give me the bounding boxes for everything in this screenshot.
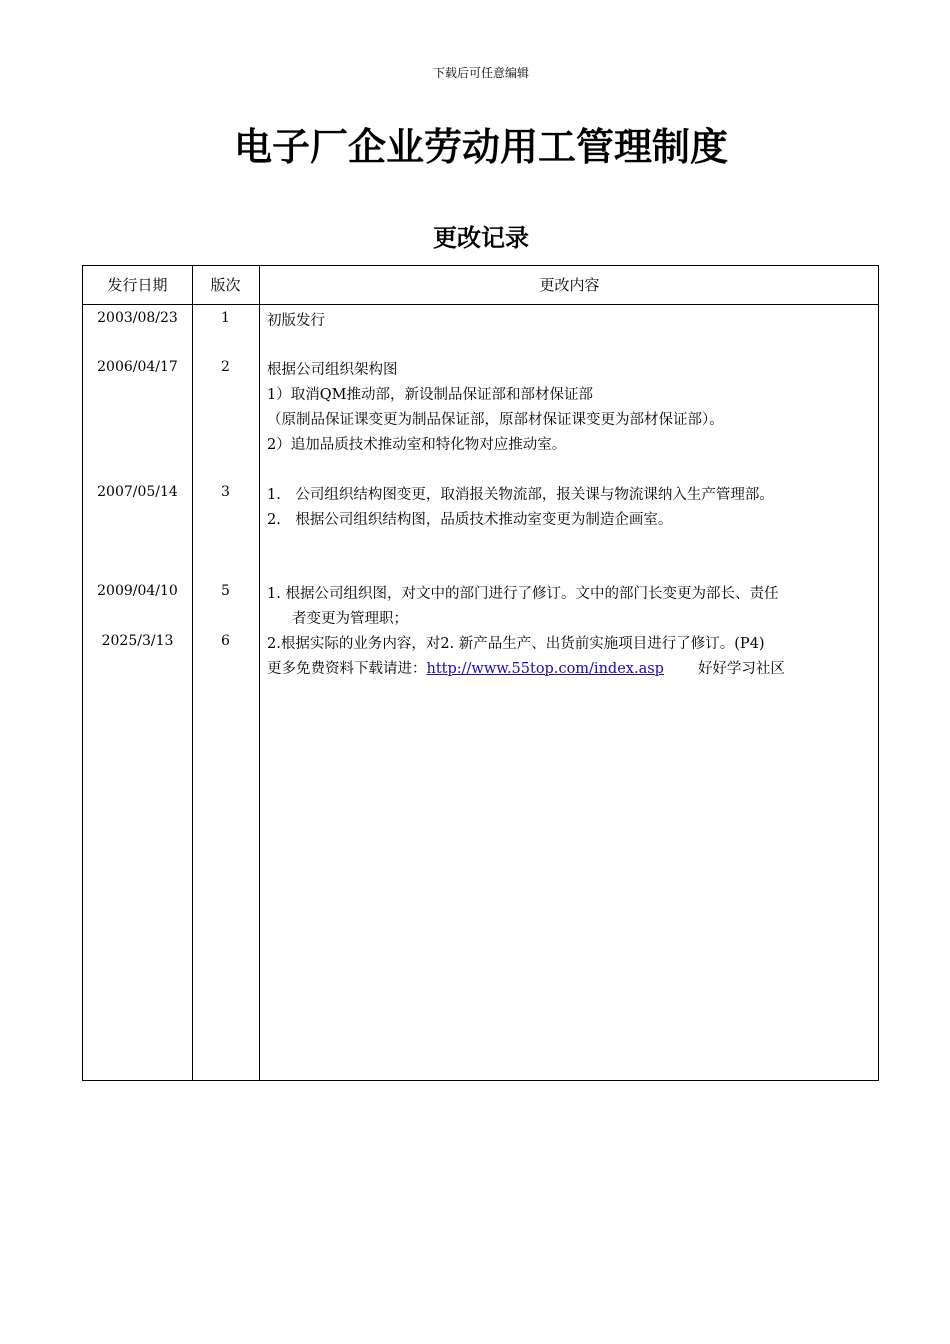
header-version: 版次 bbox=[210, 276, 241, 294]
community-name: 好好学习社区 bbox=[697, 661, 785, 677]
download-prefix: 更多免费资料下载请进： bbox=[267, 661, 427, 677]
row-content-line: 2）追加品质技术推动室和特化物对应推动室。 bbox=[267, 437, 567, 453]
section-title: 更改记录 bbox=[433, 224, 529, 252]
download-note bbox=[267, 657, 785, 678]
row-content-line: 1. 根据公司组织图，对文中的部门进行了修订。文中的部门长变更为部长、责任 bbox=[267, 586, 779, 602]
row-date: 2006/04/17 bbox=[97, 359, 178, 375]
row-content-line: 初版发行 bbox=[267, 313, 325, 329]
header-content: 更改内容 bbox=[539, 276, 600, 294]
row-content-line: 2.根据实际的业务内容，对2. 新产品生产、出货前实施项目进行了修订。(P4) bbox=[267, 636, 765, 652]
row-date: 2009/04/10 bbox=[97, 583, 178, 599]
row-content-line: 者变更为管理职； bbox=[292, 611, 408, 627]
row-version: 2 bbox=[221, 359, 230, 375]
row-content-line: （原制品保证课变更为制品保证部，原部材保证课变更为部材保证部）。 bbox=[267, 412, 724, 428]
header-date: 发行日期 bbox=[107, 276, 168, 294]
download-link[interactable]: http://www.55top.com/index.asp bbox=[426, 661, 664, 677]
row-content-line: 1）取消QM推动部，新设制品保证部和部材保证部 bbox=[267, 387, 593, 403]
column-divider-version bbox=[259, 266, 260, 1080]
revision-table bbox=[82, 265, 879, 1081]
row-date: 2003/08/23 bbox=[97, 310, 178, 326]
row-version: 5 bbox=[221, 583, 230, 599]
row-date: 2007/05/14 bbox=[97, 484, 178, 500]
row-content-line: 2. 根据公司组织结构图，品质技术推动室变更为制造企画室。 bbox=[267, 512, 673, 528]
row-version: 1 bbox=[221, 310, 230, 326]
row-version: 3 bbox=[221, 484, 230, 500]
row-content-line: 1. 公司组织结构图变更，取消报关物流部，报关课与物流课纳入生产管理部。 bbox=[267, 487, 774, 503]
row-content-line: 根据公司组织架构图 bbox=[267, 362, 398, 378]
header-note: 下载后可任意编辑 bbox=[432, 66, 529, 80]
header-divider bbox=[83, 304, 878, 305]
row-date: 2025/3/13 bbox=[101, 633, 174, 649]
column-divider-date bbox=[192, 266, 193, 1080]
row-version: 6 bbox=[221, 633, 230, 649]
document-title: 电子厂企业劳动用工管理制度 bbox=[233, 125, 728, 169]
